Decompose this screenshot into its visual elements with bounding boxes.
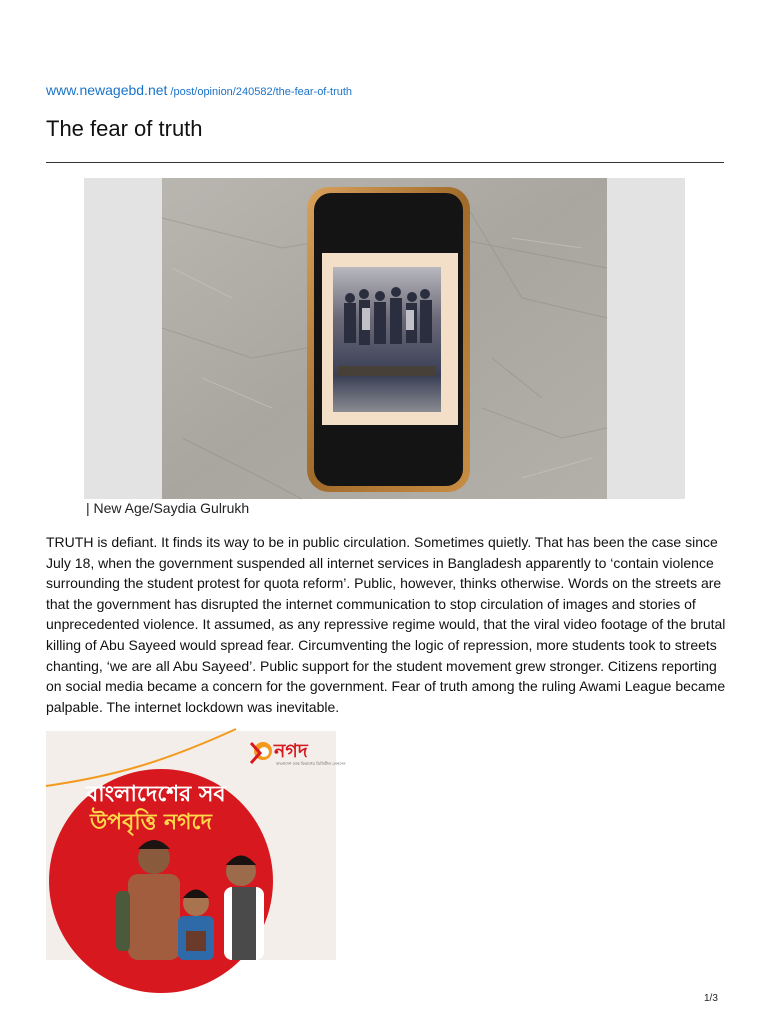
title-divider (46, 162, 724, 163)
article-title: The fear of truth (46, 116, 203, 141)
source-path-link[interactable]: /post/opinion/240582/the-fear-of-truth (170, 86, 353, 98)
source-domain-link[interactable]: www.newagebd.net (46, 82, 168, 98)
article-body: TRUTH is defiant. It finds its way to be in public circulation. Sometimes quietly. That has been the case since July 18, when the government suspended all internet services in Bangladesh apparently to ‘contain violence surrounding the student protest for quota reform’. Public, however, thinks otherwise. Words on the streets are that the government has disrupted the internet communication to stop circulation of images and stories of unprecedented violence. It assumed, as any repressive regime would, that the viral video footage of the brutal killing of Abu Sayeed would spread fear. Circumventing the logic of repression, more students took to streets chanting, ‘we are all Abu Sayeed’. Public support for the student movement grew stronger. Citizens reporting on social media became a concern for the government. Fear of truth among the ruling Awami League became palpable. The internet lockdown was inevitable. (46, 534, 726, 715)
article-photo (162, 178, 607, 499)
source-url (46, 82, 352, 100)
ad-brand-tagline: বাংলাদেশ ডাক বিভাগের ডিজিটাল লেনদেন (276, 761, 346, 766)
page-number: 1/3 (704, 993, 718, 1004)
nagad-advertisement[interactable] (46, 731, 346, 960)
photo-caption: | New Age/Saydia Gulrukh (86, 500, 250, 516)
ad-brand-logo: নগদ (274, 740, 308, 762)
phone-on-pavement-photo (162, 178, 607, 499)
ad-headline-line1: বাংলাদেশের সব (86, 782, 226, 807)
ad-headline-line2: উপবৃত্তি নগদে (90, 810, 212, 835)
